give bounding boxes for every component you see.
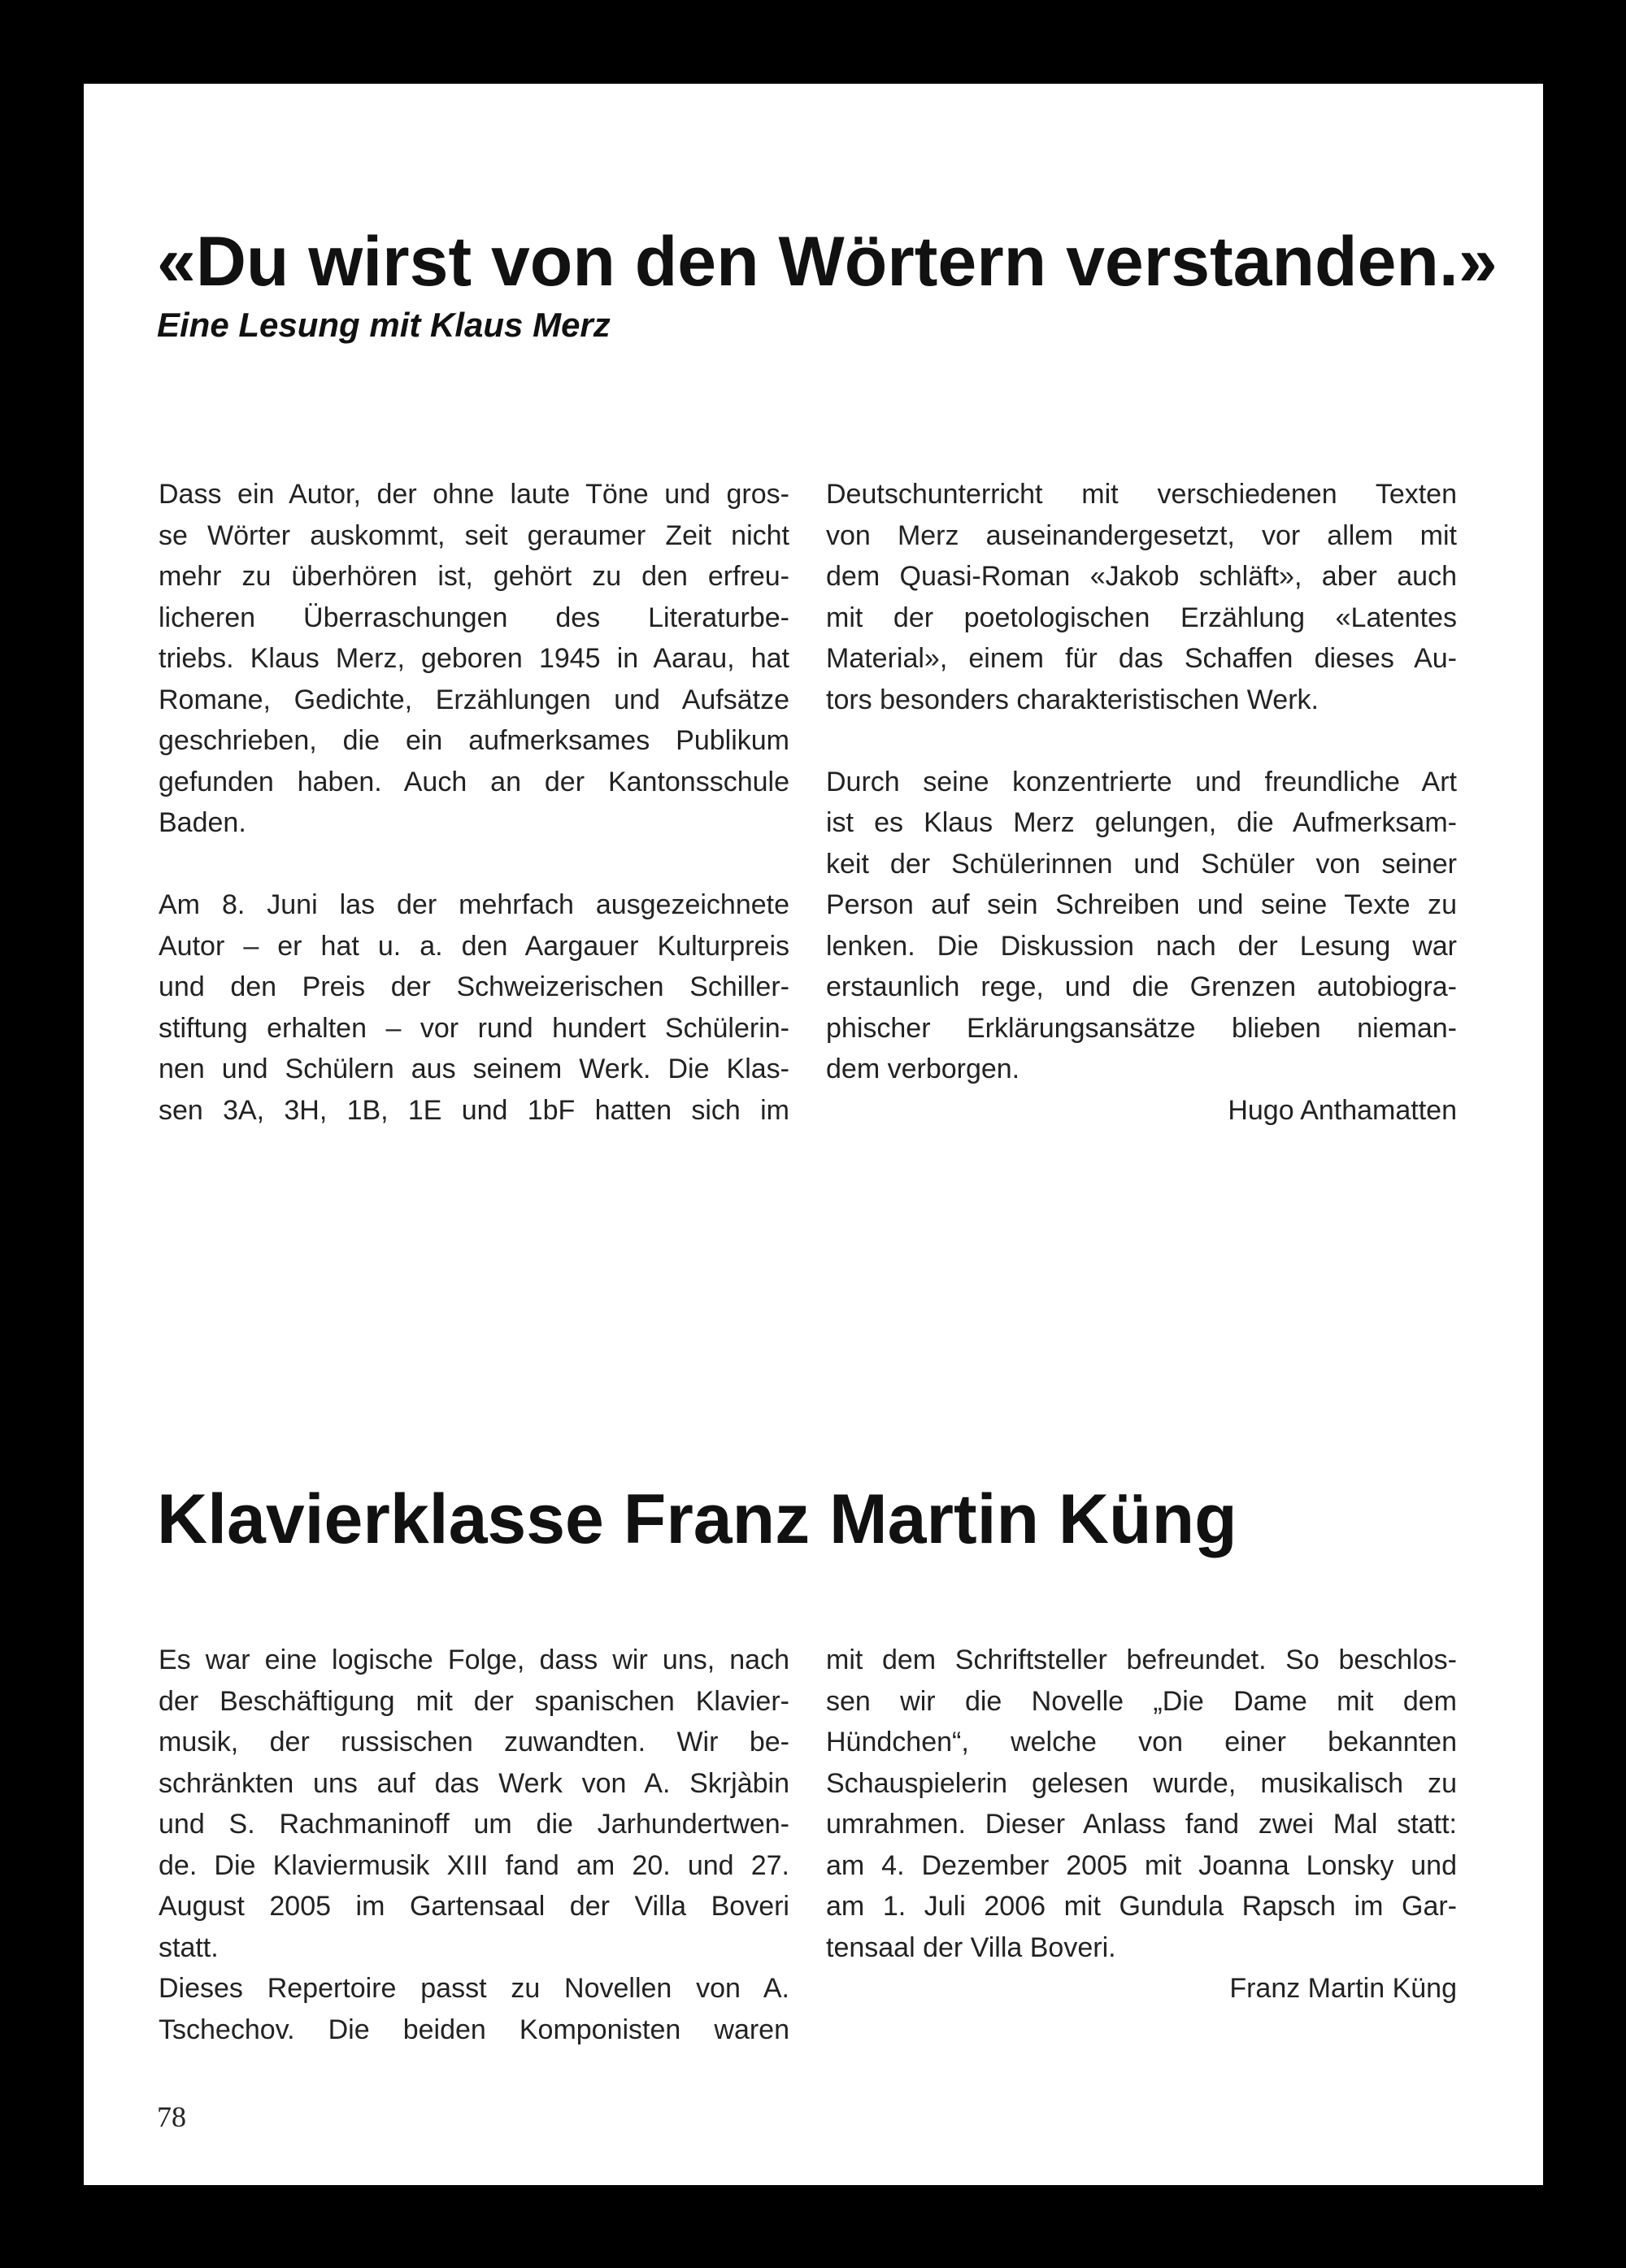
text-line: gefunden haben. Auch an der Kantonsschule — [159, 766, 789, 797]
text-line: tors besonders charakteristischen Werk. — [826, 684, 1319, 715]
text-line: stiftung erhalten – vor rund hundert Schülerin- — [159, 1012, 789, 1044]
text-line: licheren Überraschungen des Literaturbe- — [159, 602, 789, 633]
text-line: Dieses Repertoire passt zu Novellen von A. — [159, 1973, 789, 2004]
text-line: umrahmen. Dieser Anlass fand zwei Mal statt: — [826, 1809, 1457, 1840]
article-2-author: Franz Martin Küng — [1229, 1973, 1457, 2004]
text-line: erstaunlich rege, und die Grenzen autobiogra- — [826, 971, 1457, 1002]
text-line: se Wörter auskommt, seit geraumer Zeit nicht — [159, 519, 789, 551]
page-number: 78 — [157, 2101, 186, 2133]
text-line: lenken. Die Diskussion nach der Lesung war — [826, 930, 1457, 962]
text-line: dem verborgen. — [826, 1054, 1020, 1084]
text-line: Schauspielerin gelesen wurde, musikalisch zu — [826, 1767, 1457, 1799]
text-line: und S. Rachmaninoff um die Jarhundertwen- — [159, 1809, 789, 1840]
text-line: dem Quasi-Roman «Jakob schläft», aber auch — [826, 561, 1457, 592]
text-line: der Beschäftigung mit der spanischen Klavier- — [159, 1685, 789, 1717]
text-line: schränkten uns auf das Werk von A. Skrjàbin — [159, 1767, 789, 1799]
article-1-subtitle: Eine Lesung mit Klaus Merz — [157, 306, 611, 344]
text-line: am 1. Juli 2006 mit Gundula Rapsch im Gar- — [826, 1891, 1457, 1922]
text-line: am 4. Dezember 2005 mit Joanna Lonsky und — [826, 1849, 1457, 1881]
text-line: statt. — [159, 1931, 219, 1963]
text-line: Material», einem für das Schaffen dieses Au- — [826, 643, 1457, 674]
text-line: nen und Schülern aus seinem Werk. Die Klas- — [159, 1054, 789, 1084]
text-line: Tschechov. Die beiden Komponisten waren — [159, 2014, 789, 2045]
text-line: Person auf sein Schreiben und seine Texte zu — [826, 889, 1457, 920]
text-line: und den Preis der Schweizerischen Schiller- — [159, 971, 789, 1002]
paragraph-gap — [159, 844, 789, 885]
text-line: sen wir die Novelle „Die Dame mit dem — [826, 1685, 1457, 1717]
text-line: triebs. Klaus Merz, geboren 1945 in Aarau, hat — [159, 643, 789, 674]
text-line: Baden. — [159, 807, 246, 838]
article-1-author: Hugo Anthamatten — [1228, 1094, 1457, 1126]
paragraph-gap — [826, 720, 1457, 762]
text-line: mehr zu überhören ist, gehört zu den erfreu- — [159, 561, 789, 592]
text-line: Dass ein Autor, der ohne laute Töne und gros- — [159, 479, 789, 510]
document-page — [84, 84, 1543, 2185]
text-line: Es war eine logische Folge, dass wir uns, nach — [159, 1645, 789, 1675]
text-line: Hündchen“, welche von einer bekannten — [826, 1727, 1457, 1757]
article-2-left-column — [159, 1640, 789, 2050]
text-line: August 2005 im Gartensaal der Villa Boveri — [159, 1891, 789, 1922]
text-line: mit der poetologischen Erzählung «Latentes — [826, 602, 1457, 633]
text-line: geschrieben, die ein aufmerksames Publikum — [159, 725, 789, 756]
article-1-title: «Du wirst von den Wörtern verstanden.» — [157, 223, 1498, 301]
text-line: sen 3A, 3H, 1B, 1E und 1bF hatten sich im — [159, 1094, 789, 1126]
article-1-right-column — [826, 474, 1457, 1131]
text-line: mit dem Schriftsteller befreundet. So beschlos- — [826, 1645, 1457, 1675]
text-line: von Merz auseinandergesetzt, vor allem mit — [826, 519, 1457, 551]
text-line: de. Die Klaviermusik XIII fand am 20. und 27. — [159, 1849, 789, 1881]
article-1-left-column — [159, 474, 789, 1131]
text-line: Autor – er hat u. a. den Aargauer Kulturpreis — [159, 930, 789, 962]
text-line: phischer Erklärungsansätze blieben nieman- — [826, 1012, 1457, 1044]
text-line: musik, der russischen zuwandten. Wir be- — [159, 1727, 789, 1757]
text-line: Romane, Gedichte, Erzählungen und Aufsätze — [159, 684, 789, 715]
article-2-right-column — [826, 1640, 1457, 2009]
text-line: tensaal der Villa Boveri. — [826, 1931, 1116, 1963]
text-line: Am 8. Juni las der mehrfach ausgezeichnete — [159, 889, 789, 920]
text-line: Deutschunterricht mit verschiedenen Texten — [826, 479, 1457, 510]
text-line: ist es Klaus Merz gelungen, die Aufmerksam- — [826, 807, 1457, 838]
text-line: keit der Schülerinnen und Schüler von seiner — [826, 848, 1457, 880]
article-2-title: Klavierklasse Franz Martin Küng — [157, 1480, 1237, 1558]
text-line: Durch seine konzentrierte und freundliche Art — [826, 766, 1457, 797]
